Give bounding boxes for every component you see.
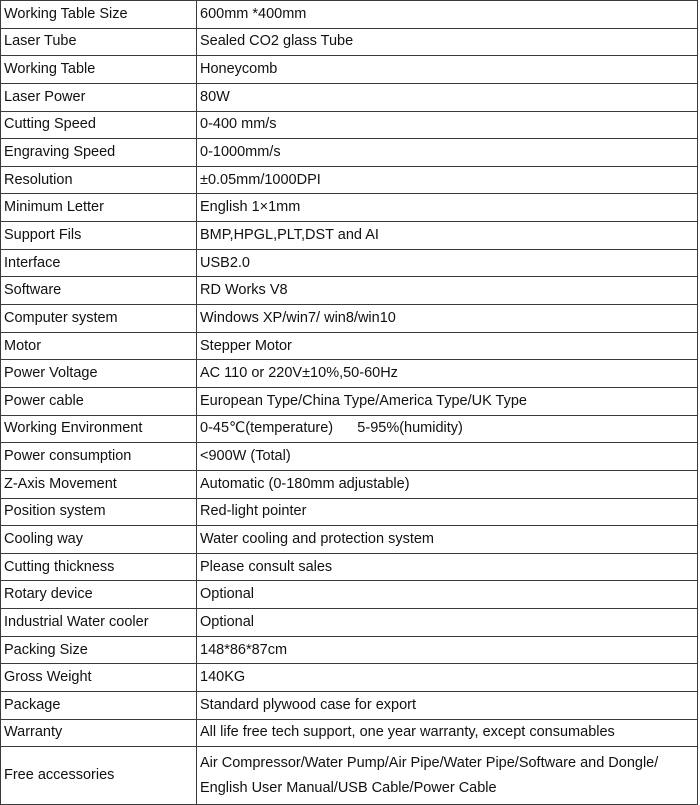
table-row	[1, 194, 698, 222]
spec-value: RD Works V8	[197, 277, 698, 305]
spec-value: 0-400 mm/s	[197, 111, 698, 139]
spec-label: Power cable	[1, 387, 197, 415]
spec-value: 140KG	[197, 664, 698, 692]
table-row	[1, 387, 698, 415]
table-row	[1, 28, 698, 56]
table-row	[1, 498, 698, 526]
spec-label: Working Environment	[1, 415, 197, 443]
spec-label: Motor	[1, 332, 197, 360]
spec-value: All life free tech support, one year warranty, except consumables	[197, 719, 698, 747]
spec-label: Support Fils	[1, 222, 197, 250]
table-row	[1, 415, 698, 443]
spec-value: Optional	[197, 609, 698, 637]
spec-value: USB2.0	[197, 249, 698, 277]
spec-label: Cutting thickness	[1, 553, 197, 581]
spec-label: Software	[1, 277, 197, 305]
spec-value: Optional	[197, 581, 698, 609]
spec-value: Sealed CO2 glass Tube	[197, 28, 698, 56]
spec-value: <900W (Total)	[197, 443, 698, 471]
table-row	[1, 581, 698, 609]
spec-label: Computer system	[1, 305, 197, 333]
spec-value: 80W	[197, 83, 698, 111]
spec-label: Packing Size	[1, 636, 197, 664]
spec-table-body	[1, 1, 698, 805]
spec-value: BMP,HPGL,PLT,DST and AI	[197, 222, 698, 250]
table-row	[1, 305, 698, 333]
spec-value: 600mm *400mm	[197, 1, 698, 29]
spec-value: Automatic (0-180mm adjustable)	[197, 470, 698, 498]
spec-label: Power consumption	[1, 443, 197, 471]
spec-label: Resolution	[1, 166, 197, 194]
table-row	[1, 1, 698, 29]
table-row	[1, 719, 698, 747]
table-row	[1, 83, 698, 111]
spec-value: Stepper Motor	[197, 332, 698, 360]
spec-label: Minimum Letter	[1, 194, 197, 222]
spec-value: ±0.05mm/1000DPI	[197, 166, 698, 194]
table-row	[1, 111, 698, 139]
table-row	[1, 553, 698, 581]
table-row	[1, 332, 698, 360]
spec-value: 0-1000mm/s	[197, 139, 698, 167]
spec-label: Position system	[1, 498, 197, 526]
spec-label: Cutting Speed	[1, 111, 197, 139]
table-row	[1, 470, 698, 498]
spec-label: Power Voltage	[1, 360, 197, 388]
spec-label: Interface	[1, 249, 197, 277]
spec-label: Working Table Size	[1, 1, 197, 29]
spec-value: English 1×1mm	[197, 194, 698, 222]
spec-value: 0-45℃(temperature) 5-95%(humidity)	[197, 415, 698, 443]
table-row	[1, 636, 698, 664]
spec-value: AC 110 or 220V±10%,50-60Hz	[197, 360, 698, 388]
spec-label: Laser Power	[1, 83, 197, 111]
spec-label: Gross Weight	[1, 664, 197, 692]
spec-value: European Type/China Type/America Type/UK Type	[197, 387, 698, 415]
spec-label: Cooling way	[1, 526, 197, 554]
spec-label: Warranty	[1, 719, 197, 747]
spec-value: Please consult sales	[197, 553, 698, 581]
spec-value: Red-light pointer	[197, 498, 698, 526]
spec-value: Water cooling and protection system	[197, 526, 698, 554]
table-row	[1, 360, 698, 388]
spec-label: Z-Axis Movement	[1, 470, 197, 498]
spec-value: Air Compressor/Water Pump/Air Pipe/Water Pipe/Software and Dongle/ English User Manual/USB Cable/Power Cable	[197, 747, 698, 805]
table-row	[1, 609, 698, 637]
table-row	[1, 526, 698, 554]
table-row	[1, 692, 698, 720]
spec-value: 148*86*87cm	[197, 636, 698, 664]
table-row	[1, 664, 698, 692]
table-row	[1, 443, 698, 471]
table-row	[1, 139, 698, 167]
spec-value: Honeycomb	[197, 56, 698, 84]
table-row	[1, 747, 698, 805]
table-row	[1, 277, 698, 305]
table-row	[1, 166, 698, 194]
spec-label: Free accessories	[1, 747, 197, 805]
spec-label: Laser Tube	[1, 28, 197, 56]
spec-value: Windows XP/win7/ win8/win10	[197, 305, 698, 333]
spec-value: Standard plywood case for export	[197, 692, 698, 720]
table-row	[1, 249, 698, 277]
spec-label: Industrial Water cooler	[1, 609, 197, 637]
spec-label: Package	[1, 692, 197, 720]
spec-label: Engraving Speed	[1, 139, 197, 167]
table-row	[1, 222, 698, 250]
table-row	[1, 56, 698, 84]
spec-label: Working Table	[1, 56, 197, 84]
spec-label: Rotary device	[1, 581, 197, 609]
